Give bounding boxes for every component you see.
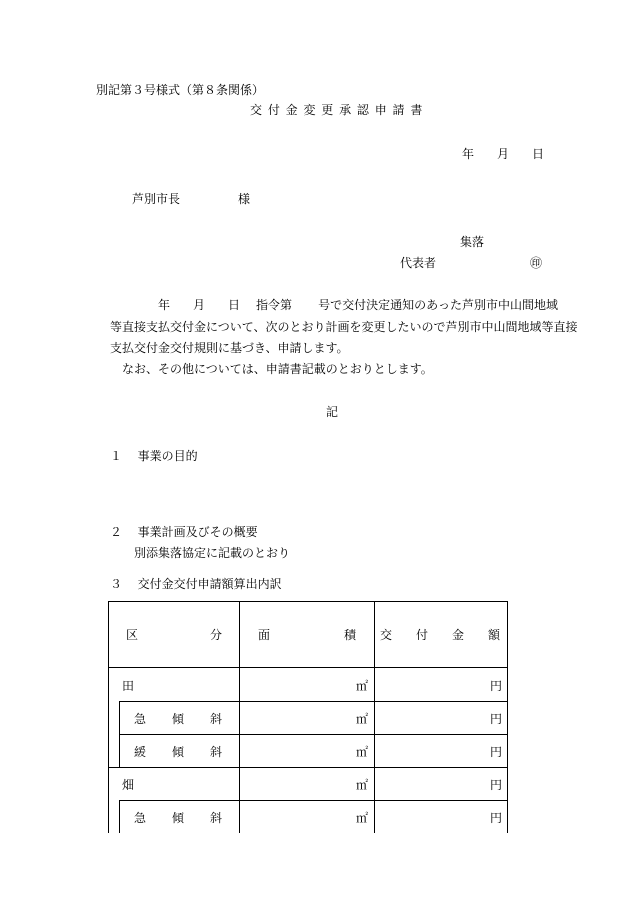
row-label-paddy: 田 (122, 679, 135, 693)
body-month: 月 (193, 298, 206, 312)
yen-unit: 円 (490, 679, 503, 693)
body-directive: 指令第 (256, 298, 293, 312)
row-label-char: 斜 (209, 745, 222, 759)
row-label-char: 傾 (171, 712, 184, 726)
row-label-char: 急 (134, 811, 147, 825)
body-line-2: 等直接支払交付金について、次のとおり計画を変更したいので芦別市中山間地域等直接 (110, 320, 578, 334)
body-line-3: 支払交付金交付規則に基づき、申請します。 (110, 341, 349, 355)
body-line-1-rest: 号で交付決定通知のあった芦別市中山間地域 (318, 298, 558, 312)
row-label-char: 傾 (171, 745, 184, 759)
row-label-char: 緩 (134, 745, 147, 759)
area-unit: ㎡ (356, 811, 369, 825)
row-label-char: 斜 (209, 811, 222, 825)
section-1-number: １ (110, 449, 123, 463)
section-2-detail: 別添集落協定に記載のとおり (134, 546, 291, 560)
addressee-name: 芦別市長 (132, 192, 181, 206)
yen-unit: 円 (490, 712, 503, 726)
date-year: 年 (462, 147, 475, 161)
date-month: 月 (496, 147, 509, 161)
applicant-group: 集落 (460, 235, 485, 249)
body-line-4: なお、その他については、申請書記載のとおりとします。 (122, 362, 433, 376)
section-2-title: 事業計画及びその概要 (137, 525, 258, 539)
header-category-char: 区 (126, 628, 139, 642)
row-label-char: 傾 (171, 811, 184, 825)
yen-unit: 円 (490, 778, 503, 792)
section-3-title: 交付金交付申請額算出内訳 (137, 577, 282, 591)
header-amount-char: 交 (380, 628, 393, 642)
header-category (126, 629, 222, 641)
header-category-char: 分 (209, 628, 222, 642)
yen-unit: 円 (490, 811, 503, 825)
area-unit: ㎡ (356, 712, 369, 726)
body-day: 日 (228, 298, 241, 312)
ki-heading: 記 (326, 405, 339, 419)
header-area-char: 面 (258, 628, 271, 642)
row-label-char: 斜 (209, 712, 222, 726)
header-area (258, 629, 356, 641)
header-area-char: 積 (343, 628, 356, 642)
row-label-char: 急 (134, 712, 147, 726)
area-unit: ㎡ (356, 778, 369, 792)
header-amount-char: 金 (451, 628, 464, 642)
area-unit: ㎡ (356, 679, 369, 693)
section-1-title: 事業の目的 (137, 449, 198, 463)
row-label-steep (134, 812, 222, 824)
section-2-number: ２ (110, 525, 123, 539)
document-title: 交 付 金 変 更 承 認 申 請 書 (250, 103, 424, 117)
body-year: 年 (158, 298, 171, 312)
date-day: 日 (531, 147, 544, 161)
section-3-number: ３ (110, 577, 123, 591)
header-amount (380, 629, 500, 641)
addressee-honorific: 様 (238, 192, 251, 206)
row-label-field: 畑 (122, 778, 135, 792)
row-label-steep (134, 713, 222, 725)
header-amount-char: 付 (415, 628, 428, 642)
form-label: 別記第３号様式（第８条関係） (96, 83, 265, 97)
row-label-gentle (134, 746, 222, 758)
yen-unit: 円 (490, 745, 503, 759)
header-amount-char: 額 (487, 628, 500, 642)
seal-mark: ㊞ (530, 256, 543, 270)
area-unit: ㎡ (356, 745, 369, 759)
applicant-representative: 代表者 (400, 256, 437, 270)
